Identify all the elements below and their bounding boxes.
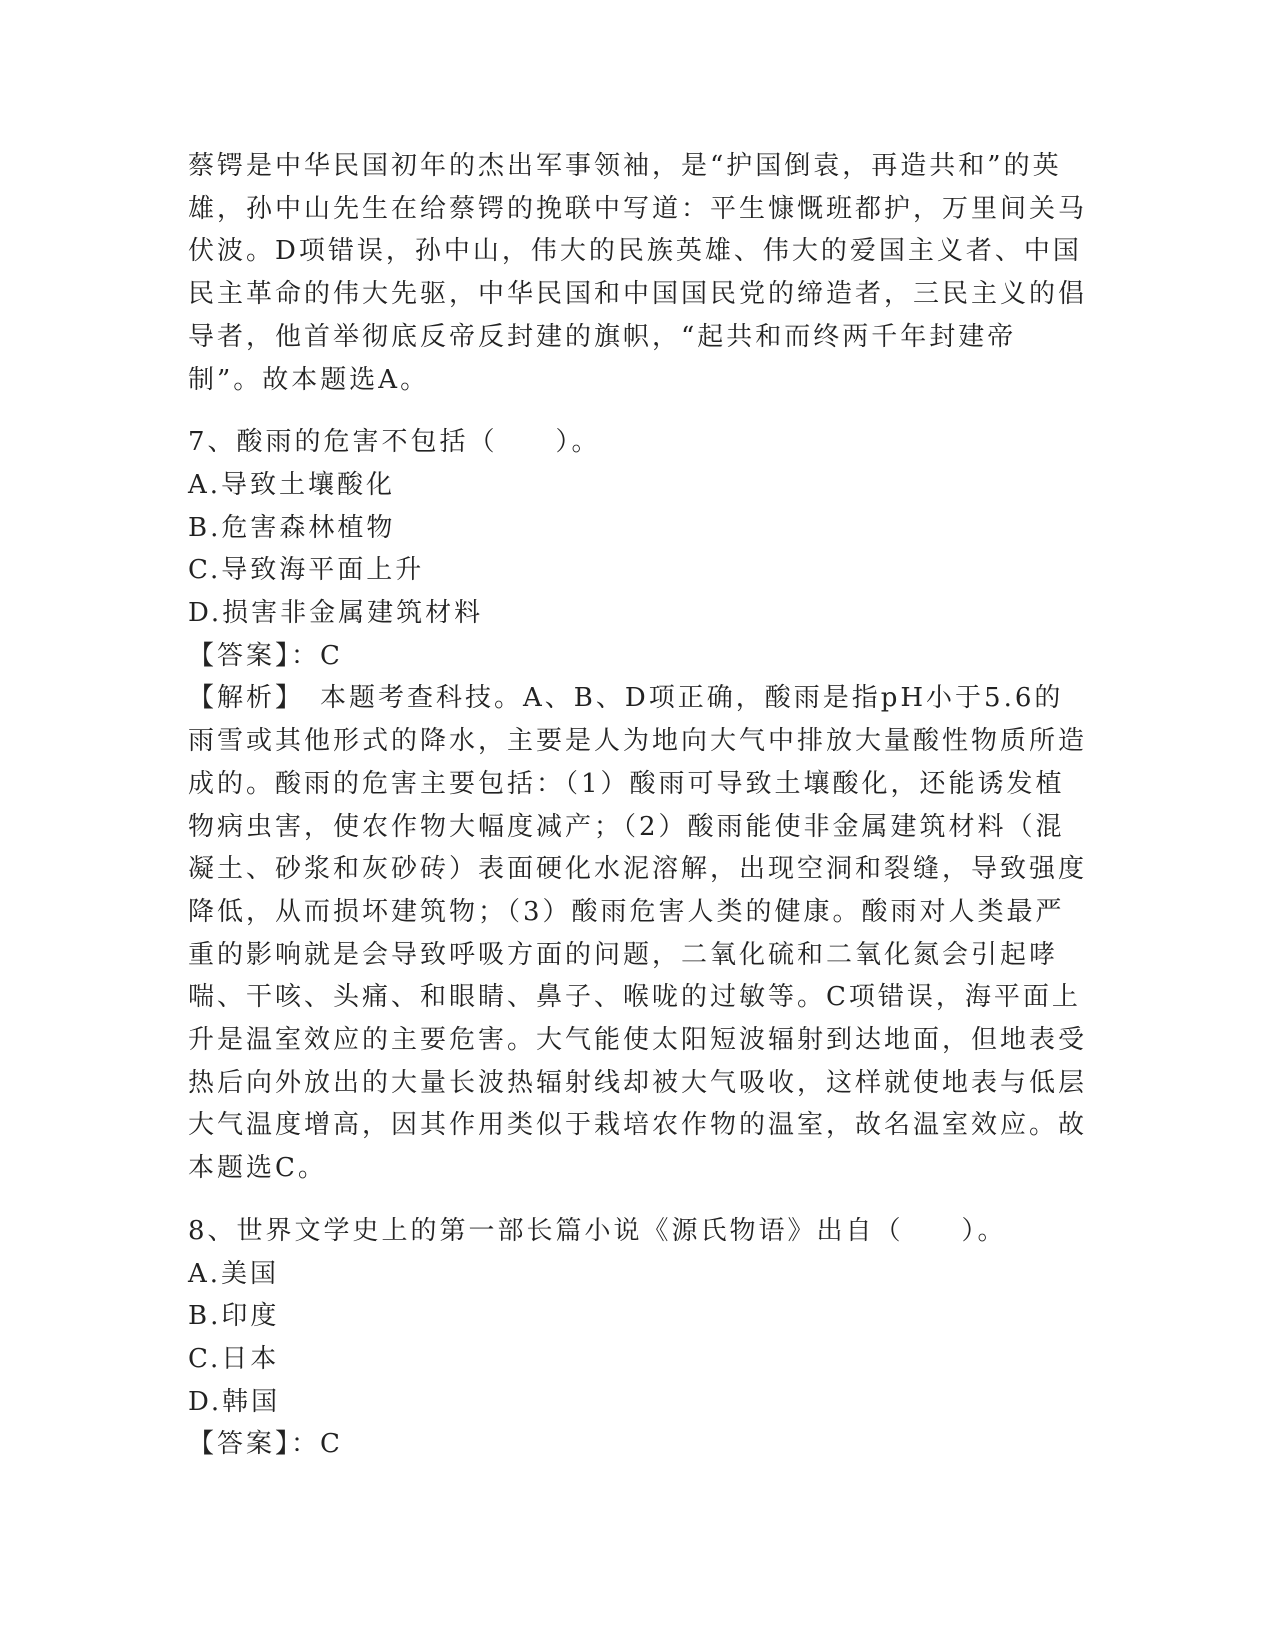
question-7-answer: 【答案】：C — [188, 640, 343, 671]
previous-analysis-continuation: 蔡锷是中华民国初年的杰出军事领袖，是“护国倒袁，再造共和”的英雄，孙中山先生在给蔡锷的挽联中写道：平生慷慨班都护，万里间关马伏波。D项错误，孙中山，伟大的民族英雄、伟大的爱国主义者、中国民主革命的伟大先驱，中华民国和中国国民党的缔造者，三民主义的倡导者，他首举彻底反帝反封建的旗帜，“起共和而终两千年封建帝制”。故本题选A。 — [188, 151, 1088, 395]
spacer — [188, 1190, 1088, 1210]
question-7-option-b: B.危害森林植物 — [188, 512, 396, 543]
question-7 — [188, 421, 1088, 1190]
question-7-stem: 7、酸雨的危害不包括（ ）。 — [188, 427, 601, 458]
question-8-stem: 8、世界文学史上的第一部长篇小说《源氏物语》出自（ ）。 — [188, 1215, 1007, 1246]
question-8-option-a: A.美国 — [188, 1258, 280, 1289]
question-8 — [188, 1210, 1088, 1466]
question-7-option-c: C.导致海平面上升 — [188, 555, 425, 586]
question-8-option-d: D.韩国 — [188, 1386, 281, 1417]
question-7-option-d: D.损害非金属建筑材料 — [188, 598, 484, 629]
question-8-option-c: C.日本 — [188, 1343, 280, 1374]
document-page — [188, 145, 1088, 1466]
spacer — [188, 401, 1088, 421]
question-7-analysis: 【解析】 本题考查科技。A、B、D项正确，酸雨是指pH小于5.6的雨雪或其他形式的降水，主要是人为地向大气中排放大量酸性物质所造成的。酸雨的危害主要包括：（1）酸雨可导致土壤酸化，还能诱发植物病虫害，使农作物大幅度减产；（2）酸雨能使非金属建筑材料（混凝土、砂浆和灰砂砖）表面硬化水泥溶解，出现空洞和裂缝，导致强度降低，从而损坏建筑物；（3）酸雨危害人类的健康。酸雨对人类最严重的影响就是会导致呼吸方面的问题，二氧化硫和二氧化氮会引起哮喘、干咳、头痛、和眼睛、鼻子、喉咙的过敏等。C项错误，海平面上升是温室效应的主要危害。大气能使太阳短波辐射到达地面，但地表受热后向外放出的大量长波热辐射线却被大气吸收，这样就使地表与低层大气温度增高，因其作用类似于栽培农作物的温室，故名温室效应。故本题选C。 — [188, 683, 1088, 1184]
question-7-option-a: A.导致土壤酸化 — [188, 469, 396, 500]
question-8-answer: 【答案】：C — [188, 1429, 343, 1460]
question-8-option-b: B.印度 — [188, 1301, 280, 1332]
